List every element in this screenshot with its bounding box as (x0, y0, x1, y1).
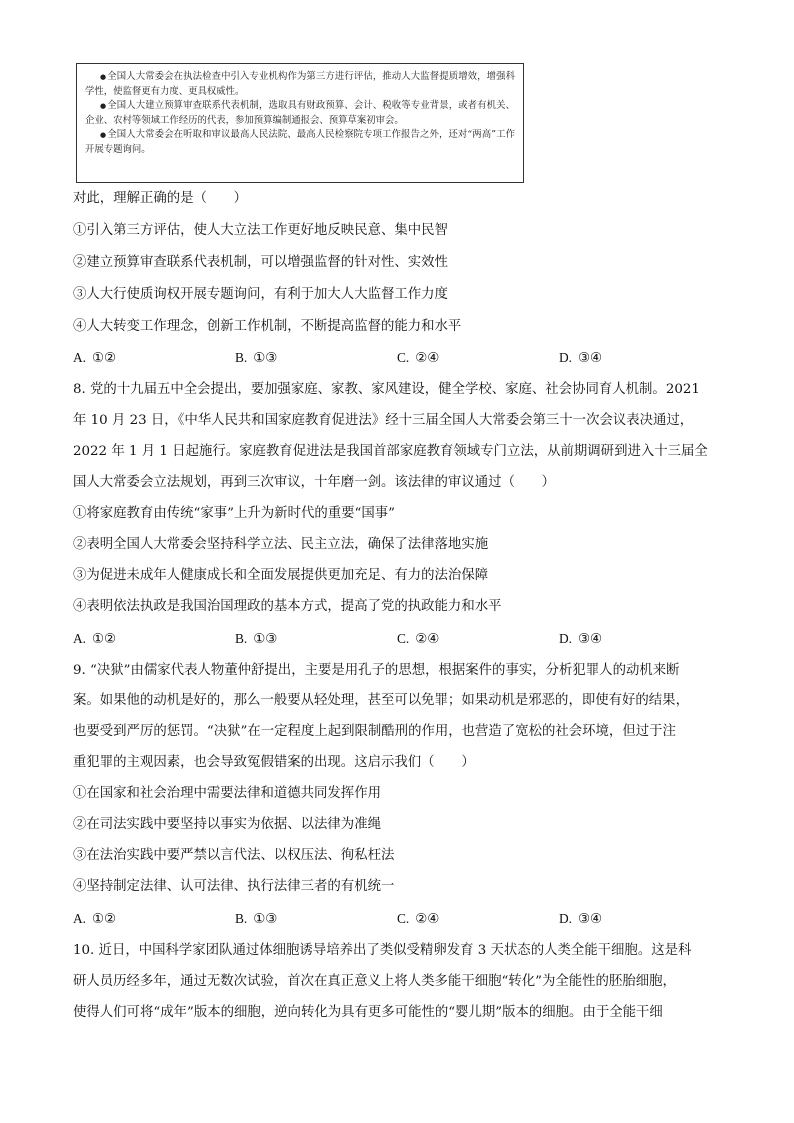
material-item: ●全国人大常委会在听取和审议最高人民法院、最高人民检察院专项工作报告之外，还对“两高”工作开展专题询问。 (85, 129, 516, 155)
q9-statement: ③在法治实践中要严禁以言代法、以权压法、徇私枉法 (73, 848, 395, 863)
q8-options (73, 629, 721, 649)
q8-statement: ①将家庭教育由传统“家事”上升为新时代的重要“国事” (73, 506, 395, 521)
option-a[interactable]: A. ①② (73, 911, 117, 927)
q7-stem: 对此，理解正确的是（ ） (73, 191, 248, 206)
q10-stem-line: 使得人们可将“成年”版本的细胞，逆向转化为具有更多可能性的“婴儿期”版本的细胞。由于全能干细 (73, 1005, 663, 1020)
q7-statement: ②建立预算审查联系代表机制，可以增强监督的针对性、实效性 (73, 255, 448, 270)
q7-statement: ③人大行使质询权开展专题询问，有利于加大人大监督工作力度 (73, 287, 448, 302)
material-item: ●全国人大常委会在执法检查中引入专业机构作为第三方进行评估，推动人大监督提质增效，增强科学性，使监督更有力度、更具权威性。 (85, 71, 515, 97)
q9-stem-line: 重犯罪的主观因素，也会导致冤假错案的出现。这启示我们（ ） (73, 755, 475, 770)
option-b[interactable]: B. ①③ (235, 350, 278, 366)
q9-stem-line: 也要受到严厉的惩罚。“决狱”在一定程度上起到限制酷刑的作用，也营造了宽松的社会环境，但过于注 (73, 724, 676, 739)
q9-stem-line: 9. “决狱”由儒家代表人物董仲舒提出，主要是用孔子的思想，根据案件的事实，分析犯罪人的动机来断 (73, 663, 680, 678)
q8-statement: ④表明依法执政是我国治国理政的基本方式，提高了党的执政能力和水平 (73, 599, 502, 614)
bullet-icon: ● (100, 102, 107, 111)
option-d[interactable]: D. ③④ (559, 911, 603, 927)
option-c[interactable]: C. ②④ (397, 911, 440, 927)
q8-stem-line: 2022 年 1 月 1 日起施行。家庭教育促进法是我国首部家庭教育领域专门立法，从前期调研到进入十三届全 (73, 444, 708, 459)
bullet-icon: ● (100, 131, 107, 140)
material-item: ●全国人大建立预算审查联系代表机制，选取具有财政预算、会计、税收等专业背景，或者有机关、企业、农村等领域工作经历的代表，参加预算编制通报会、预算草案初审会。 (85, 100, 515, 126)
q8-statement: ③为促进未成年人健康成长和全面发展提供更加充足、有力的法治保障 (73, 568, 489, 583)
material-box (76, 63, 524, 183)
option-b[interactable]: B. ①③ (235, 911, 278, 927)
q7-statement: ①引入第三方评估，使人大立法工作更好地反映民意、集中民智 (73, 223, 448, 238)
q9-statement: ②在司法实践中要坚持以事实为依据、以法律为准绳 (73, 817, 381, 832)
q8-stem-line: 年 10 月 23 日，《中华人民共和国家庭教育促进法》经十三届全国人大常委会第三十一次会议表决通过， (73, 413, 694, 428)
option-d[interactable]: D. ③④ (559, 631, 603, 647)
option-d[interactable]: D. ③④ (559, 350, 603, 366)
option-c[interactable]: C. ②④ (397, 350, 440, 366)
q7-options (73, 348, 721, 368)
option-a[interactable]: A. ①② (73, 350, 117, 366)
q9-stem-line: 案。如果他的动机是好的，那么一般要从轻处理，甚至可以免罪；如果动机是邪恶的，即使有好的结果， (73, 693, 689, 708)
q10-stem-line: 10. 近日，中国科学家团队通过体细胞诱导培养出了类似受精卵发育 3 天状态的人类全能干细胞。这是科 (73, 943, 692, 958)
q8-statement: ②表明全国人大常委会坚持科学立法、民主立法，确保了法律落地实施 (73, 537, 489, 552)
q7-statement: ④人大转变工作理念，创新工作机制，不断提高监督的能力和水平 (73, 319, 462, 334)
option-b[interactable]: B. ①③ (235, 631, 278, 647)
q9-statement: ④坚持制定法律、认可法律、执行法律三者的有机统一 (73, 879, 395, 894)
q8-stem-line: 国人大常委会立法规划，再到三次审议，十年磨一剑。该法律的审议通过（ ） (73, 475, 556, 490)
option-c[interactable]: C. ②④ (397, 631, 440, 647)
q10-stem-line: 研人员历经多年，通过无数次试验，首次在真正意义上将人类多能干细胞“转化”为全能性的胚胎细胞， (73, 974, 676, 989)
q8-stem-line: 8. 党的十九届五中全会提出，要加强家庭、家教、家风建设，健全学校、家庭、社会协同育人机制。2021 (73, 382, 700, 397)
option-a[interactable]: A. ①② (73, 631, 117, 647)
q9-statement: ①在国家和社会治理中需要法律和道德共同发挥作用 (73, 786, 381, 801)
bullet-icon: ● (100, 73, 107, 81)
q9-options (73, 909, 721, 929)
